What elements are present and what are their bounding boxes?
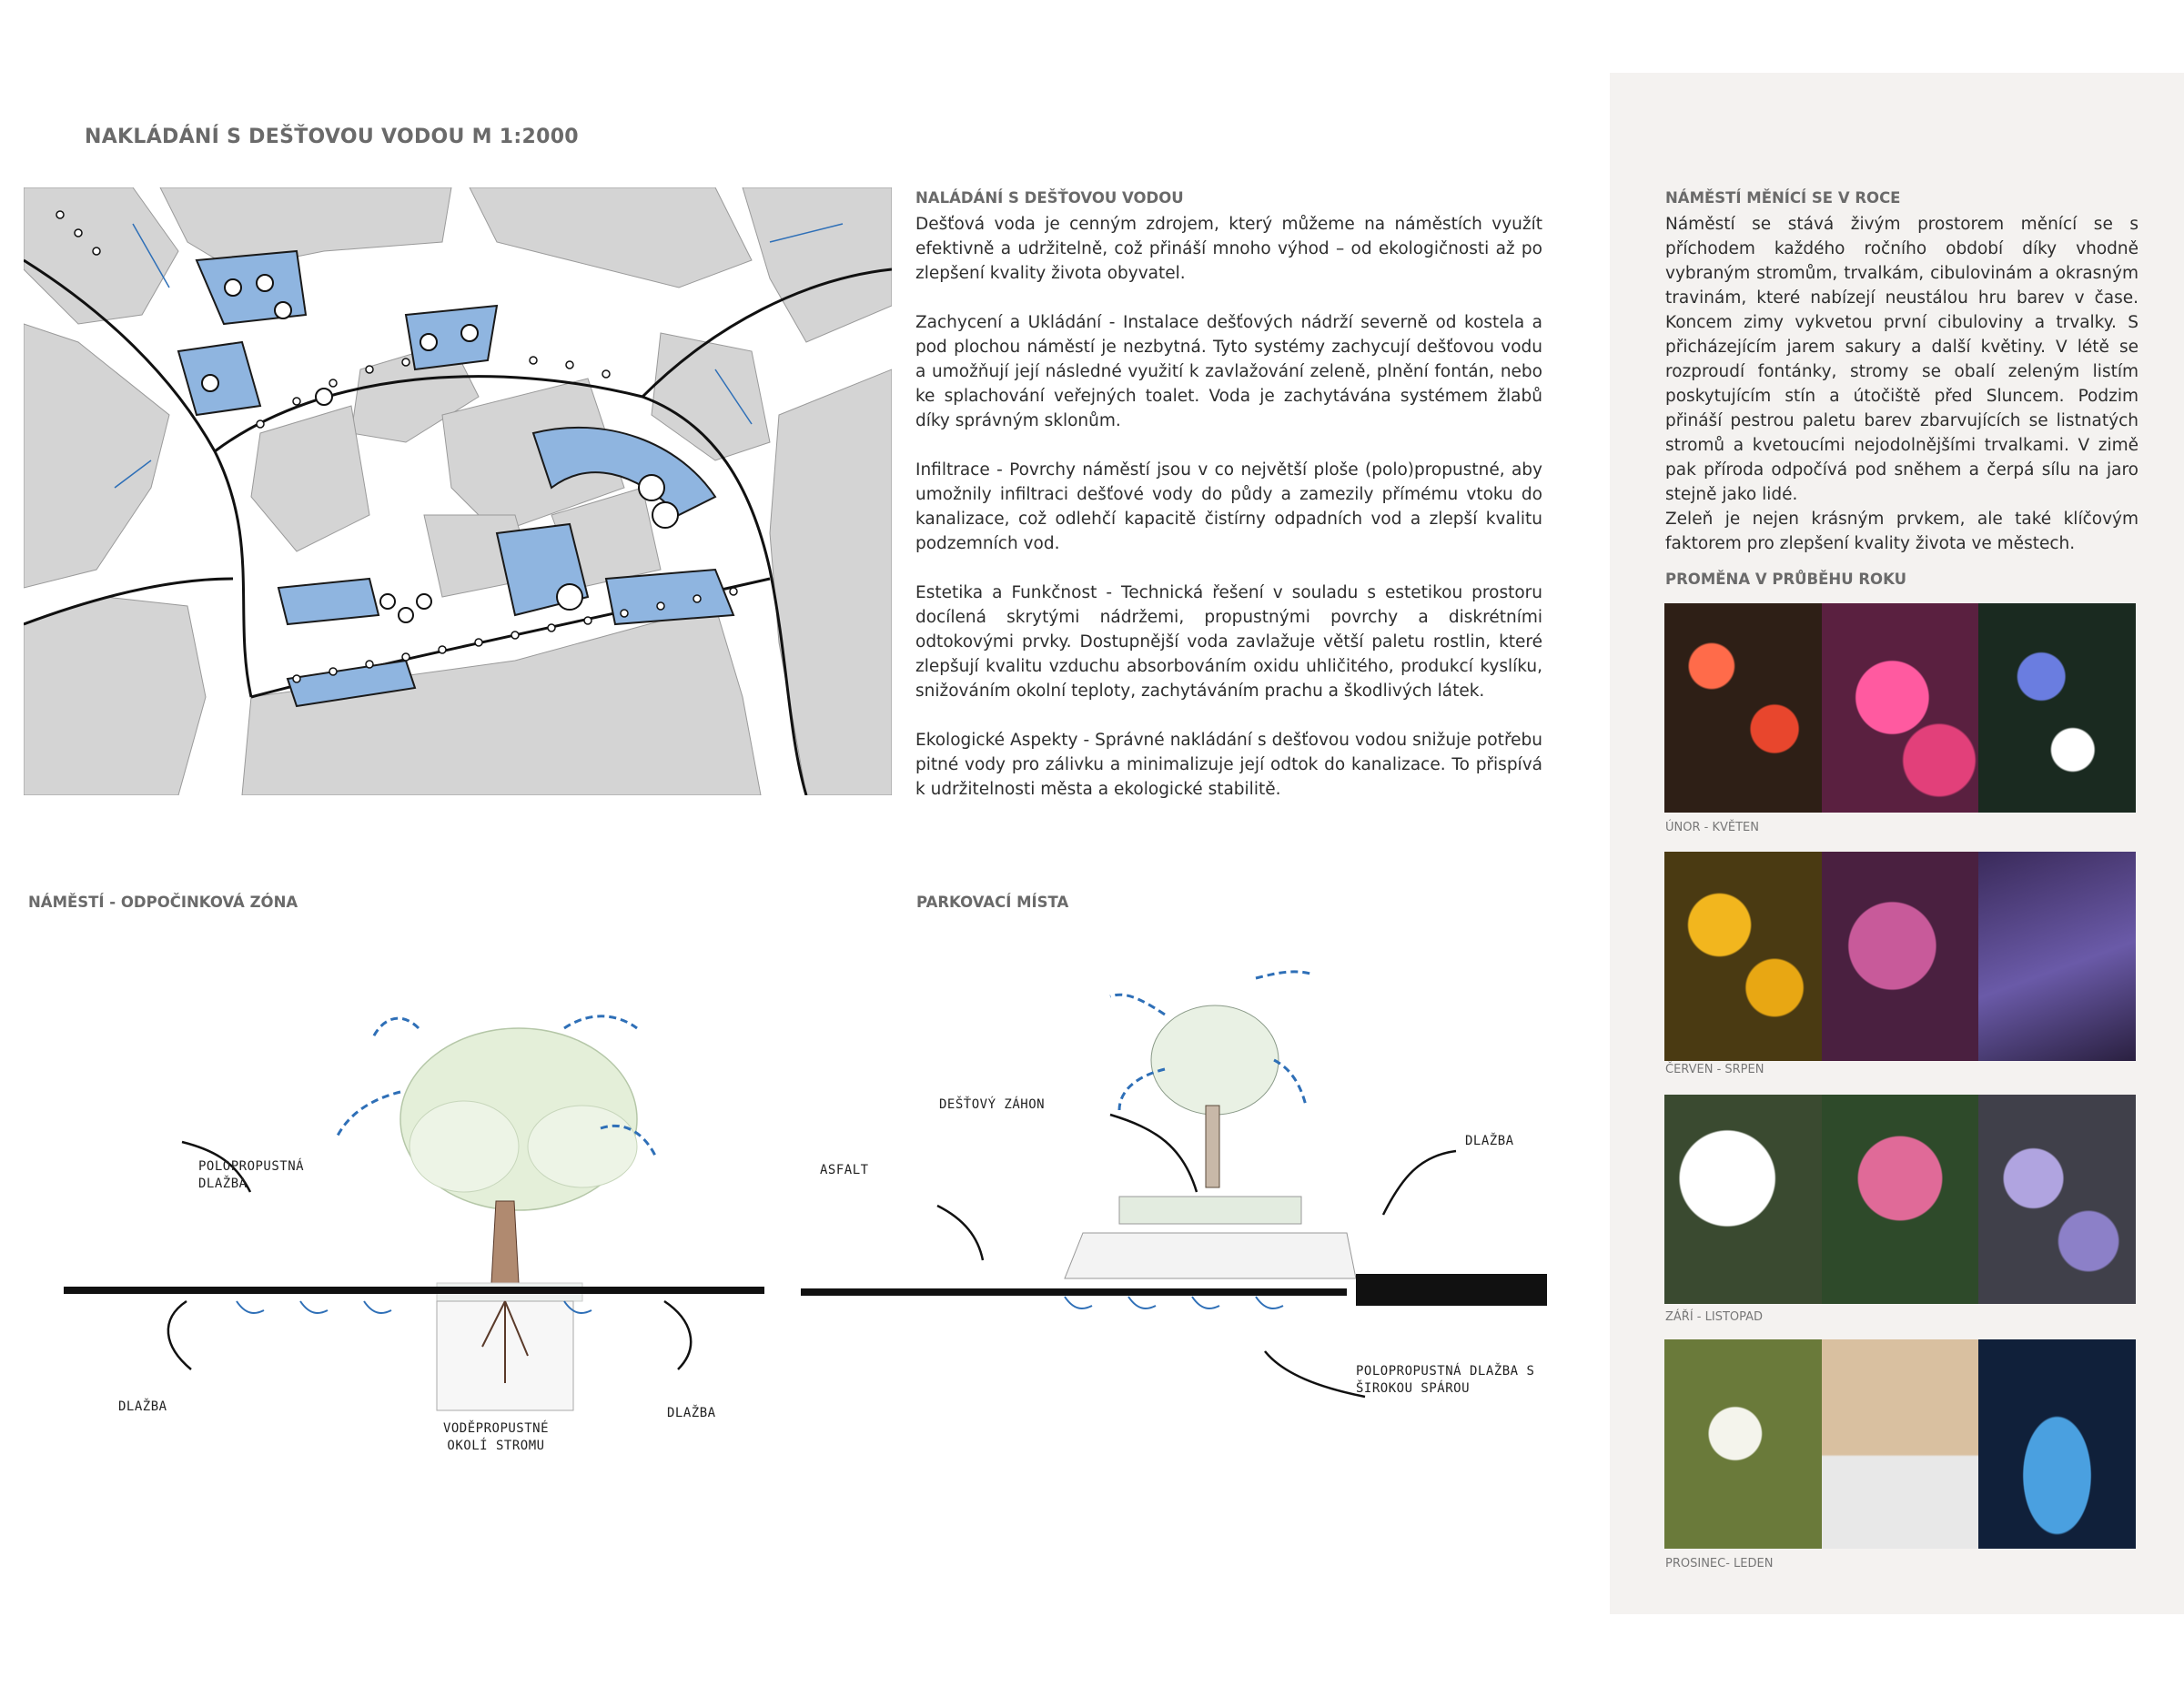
- site-plan-map: [24, 187, 892, 795]
- paragraph-capture: Zachycení a Ukládání - Instalace dešťových nádrží severně od kostela a pod plochou náměstí je nezbytná. Tyto systémy zachycují dešťovou vodu a umožňují její následné využití k zavlažování zeleně, plnění fontán, nebo ke splachování veřejných toalet. Voda je zachytávána systémem žlabů díky správným sklonům.: [915, 313, 1542, 430]
- section-left-heading: NÁMĚSTÍ - ODPOČINKOVÁ ZÓNA: [28, 894, 298, 911]
- autumn-photo-2: [1822, 1095, 1979, 1304]
- paragraph-aesthetics: Estetika a Funkčnost - Technická řešení v souladu s estetikou prostoru docílená skrytými nádržemi, propustnými povrchy a diskrétními odtokovými prvky. Dostupnější voda zavlažuje větší paletu rostlin, které zlepšují kvalitu vzduchu absorbováním oxidu uhličitého, produkcí kyslíku, snižováním okolní teploty, zachytáváním prachu a škodlivých látek.: [915, 583, 1542, 701]
- spring-photo-1: [1664, 603, 1822, 813]
- paragraph-ecology: Ekologické Aspekty - Správné nakládání s dešťovou vodou snižuje potřebu pitné vody pro zálivku a minimalizuje její odtok do kanalizace. To přispívá k udržitelnosti města a ekologické stabilitě.: [915, 731, 1542, 799]
- label-paving-left: DLAŽBA: [118, 1399, 167, 1414]
- caption-summer: ČERVEN - SRPEN: [1665, 1063, 1764, 1076]
- sidebar-paragraph-2: Zeleň je nejen krásným prvkem, ale také klíčovým faktorem pro zlepšení kvality života ve městech.: [1665, 510, 2138, 553]
- summer-photo-1: [1664, 852, 1822, 1061]
- rainwater-heading: NALÁDÁNÍ S DEŠŤOVOU VODOU: [915, 189, 1184, 207]
- rainwater-text: [915, 212, 1542, 802]
- winter-photo-1: [1664, 1339, 1822, 1549]
- paragraph-intro: Dešťová voda je cenným zdrojem, který můžeme na náměstích využít efektivně a udržitelně, což přináší mnoho výhod – od ekologičnosti až po zlepšení kvality života obyvatel.: [915, 215, 1542, 283]
- caption-spring: ÚNOR - KVĚTEN: [1665, 821, 1759, 834]
- season-row-spring: [1664, 603, 2136, 813]
- label-asphalt: ASFALT: [820, 1163, 869, 1177]
- sidebar-paragraph: Náměstí se stává živým prostorem měnící se s příchodem každého ročního období díky vhodně vybraným stromům, trvalkám, cibulovinám a okrasným travinám, které nabízejí neustálou hru barev v čase. Koncem zimy vykvetou první cibuloviny a trvalky. S přicházejícím jarem sakury a další květiny. V létě se rozproudí fontánky, stromy se obalí zeleným listím poskytujícím stín a útočiště před Sluncem. Podzim přináší pestrou paletu barev zbarvujících se listnatých stromů a kvetoucími nejodolnějšími trvalkami. V zimě pak příroda odpočívá pod sněhem a čerpá sílu na jaro stejně jako lidé.: [1665, 215, 2138, 504]
- spring-photo-2: [1822, 603, 1979, 813]
- spring-photo-3: [1978, 603, 2136, 813]
- season-row-summer: [1664, 852, 2136, 1061]
- sidebar-text: [1665, 212, 2138, 556]
- parking-section-sketch: [801, 960, 1583, 1433]
- sidebar-subheading: PROMĚNA V PRŮBĚHU ROKU: [1665, 571, 1906, 588]
- label-wide-joint-paving: POLOPROPUSTNÁ DLAŽBA S ŠIROKOU SPÁROU: [1356, 1364, 1535, 1396]
- section-right-heading: PARKOVACÍ MÍSTA: [916, 894, 1069, 911]
- label-semi-permeable-paving: POLOPROPUSTNÁ DLAŽBA: [198, 1159, 305, 1191]
- label-paving-right: DLAŽBA: [667, 1406, 716, 1420]
- caption-winter: PROSINEC- LEDEN: [1665, 1557, 1774, 1571]
- page-title: NAKLÁDÁNÍ S DEŠŤOVOU VODOU M 1:2000: [85, 126, 579, 148]
- label-tree-surroundings: VODĚPROPUSTNÉ OKOLÍ STROMU: [442, 1421, 550, 1453]
- summer-photo-3: [1978, 852, 2136, 1061]
- caption-autumn: ZÁŘÍ - LISTOPAD: [1665, 1310, 1764, 1324]
- autumn-photo-1: [1664, 1095, 1822, 1304]
- label-rain-bed: DEŠŤOVÝ ZÁHON: [939, 1097, 1046, 1112]
- label-paving: DLAŽBA: [1465, 1134, 1514, 1148]
- paragraph-infiltration: Infiltrace - Povrchy náměstí jsou v co největší ploše (polo)propustné, aby umožnily infiltraci dešťové vody do půdy a zamezily přímému vtoku do kanalizace, což odlehčí kapacitě čistírny odpadních vod a zlepší kvalitu podzemních vod.: [915, 460, 1542, 553]
- season-row-autumn: [1664, 1095, 2136, 1304]
- sidebar-heading: NÁMĚSTÍ MĚNÍCÍ SE V ROCE: [1665, 189, 1901, 207]
- summer-photo-2: [1822, 852, 1979, 1061]
- season-row-winter: [1664, 1339, 2136, 1549]
- autumn-photo-3: [1978, 1095, 2136, 1304]
- winter-photo-2: [1822, 1339, 1979, 1549]
- winter-photo-3: [1978, 1339, 2136, 1549]
